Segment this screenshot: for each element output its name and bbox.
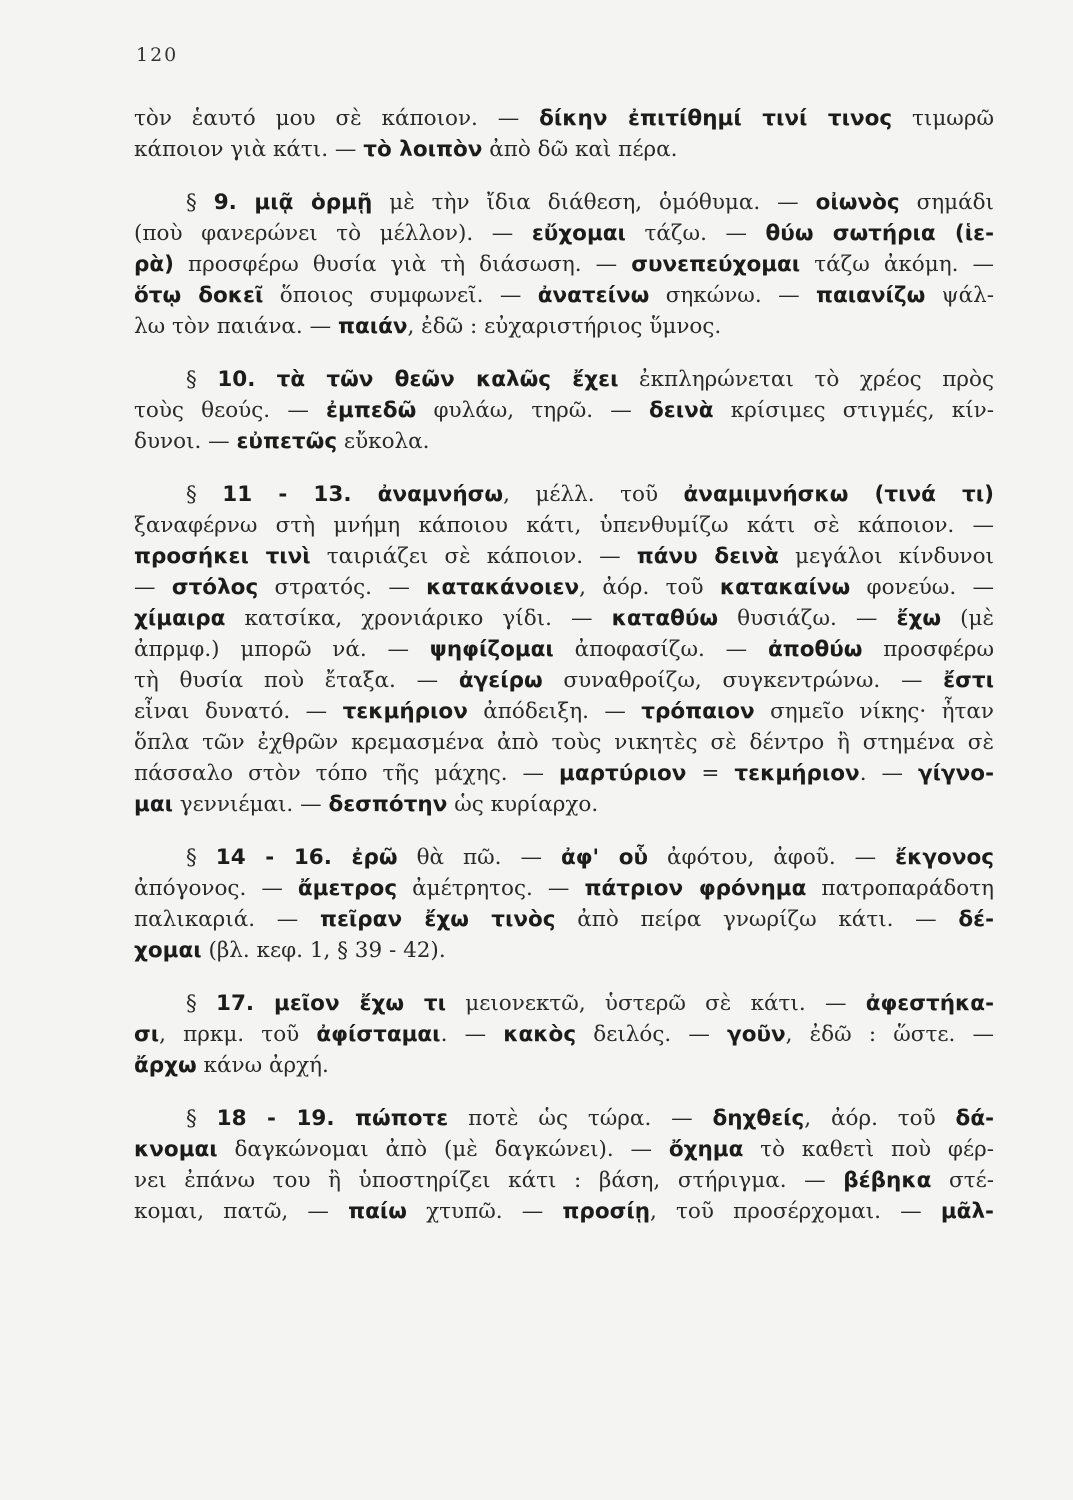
text-line: ἀπρμφ.) μπορῶ νά. — ψηφίζομαι ἀποφασίζω. — ἀποθύω προσφέρω: [134, 637, 994, 662]
text-line: πάσσαλο στὸν τόπο τῆς μάχης. — μαρτύριον = τεκμήριον. — γίγνο-: [134, 761, 994, 786]
text-line: τοὺς θεούς. — ἐμπεδῶ φυλάω, τηρῶ. — δεινὰ κρίσιμες στιγμές, κίν-: [134, 398, 994, 423]
glossary-term: ἀποθύω: [767, 637, 863, 662]
text-line: χίμαιρα κατσίκα, χρονιάρικο γίδι. — καταθύω θυσιάζω. — ἔχω (μὲ: [134, 606, 994, 631]
text-line: τὴ θυσία ποὺ ἔταξα. — ἀγείρω συναθροίζω, συγκεντρώνω. — ἔστι: [134, 668, 994, 693]
glossary-term: στόλος: [171, 575, 259, 600]
paragraph: [134, 988, 994, 1081]
glossary-term: κατακαίνω: [719, 575, 851, 600]
text-line: δυνοι. — εὐπετῶς εὔκολα.: [134, 429, 430, 454]
glossary-term: μαι: [134, 792, 173, 817]
glossary-term: 14 - 16. ἐρῶ: [215, 845, 398, 870]
text-line: παλικαριά. — πεῖραν ἔχω τινὸς ἀπὸ πείρα γνωρίζω κάτι. — δέ-: [134, 907, 994, 932]
glossary-term: ψηφίζομαι: [429, 637, 554, 662]
glossary-term: δηχθείς: [712, 1106, 805, 1131]
glossary-term: παιάν: [337, 314, 408, 339]
glossary-term: εὔχομαι: [531, 221, 626, 246]
text-line: § 17. μεῖον ἔχω τι μειονεκτῶ, ὑστερῶ σὲ κάτι. — ἀφεστήκα-: [186, 991, 994, 1016]
glossary-term: 18 - 19. πώποτε: [216, 1106, 449, 1131]
paragraph: [134, 1103, 994, 1227]
glossary-term: πάτριον φρόνημα: [584, 876, 807, 901]
glossary-term: οἰωνὸς: [815, 190, 900, 215]
text-line: ξαναφέρνω στὴ μνήμη κάποιου κάτι, ὑπενθυμίζω κάτι σὲ κάποιον. —: [134, 513, 994, 538]
text-line: κομαι, πατῶ, — παίω χτυπῶ. — προσίῃ, τοῦ προσέρχομαι. — μᾶλ-: [134, 1199, 994, 1224]
glossary-term: ἔχω: [896, 606, 942, 631]
glossary-term: ἔστι: [943, 668, 994, 693]
text-line: ἄρχω κάνω ἀρχή.: [134, 1053, 329, 1078]
glossary-term: 11 - 13. ἀναμνήσω: [222, 482, 504, 507]
glossary-term: ἄμετρος: [297, 876, 398, 901]
text-line: (ποὺ φανερώνει τὸ μέλλον). — εὔχομαι τάζω. — θύω σωτήρια (ἱε-: [134, 221, 995, 246]
glossary-term: μαρτύριον: [559, 761, 687, 786]
text-line: § 9. μιᾷ ὁρμῇ μὲ τὴν ἴδια διάθεση, ὁμόθυμα. — οἰωνὸς σημάδι: [186, 190, 994, 215]
glossary-term: δίκην ἐπιτίθημί τινί τινος: [539, 106, 893, 131]
glossary-term: τὸ λοιπὸν: [363, 137, 483, 162]
glossary-term: μᾶλ-: [940, 1199, 994, 1224]
glossary-term: δεσπότην: [328, 792, 448, 817]
glossary-term: πεῖραν ἔχω τινὸς: [319, 907, 556, 932]
text-line: ὅτῳ δοκεῖ ὅποιος συμφωνεῖ. — ἀνατείνω σηκώνω. — παιανίζω ψάλ-: [134, 283, 994, 308]
paragraph: [134, 364, 994, 457]
glossary-term: συνεπεύχομαι: [631, 252, 801, 277]
text-line: § 10. τὰ τῶν θεῶν καλῶς ἔχει ἐκπληρώνεται τὸ χρέος πρὸς: [186, 367, 995, 392]
text-line: προσήκει τινὶ ταιριάζει σὲ κάποιον. — πάνυ δεινὰ μεγάλοι κίνδυνοι: [134, 544, 994, 569]
glossary-term: κατακάνοιεν: [426, 575, 580, 600]
glossary-term: ὄχημα: [668, 1137, 744, 1162]
text-line: λω τὸν παιάνα. — παιάν, ἐδῶ : εὐχαριστήριος ὕμνος.: [134, 314, 722, 339]
text-line: σι, πρκμ. τοῦ ἀφίσταμαι. — κακὸς δειλός. — γοῦν, ἐδῶ : ὥστε. —: [134, 1022, 994, 1047]
glossary-term: εὐπετῶς: [236, 429, 338, 454]
glossary-term: δά-: [955, 1106, 995, 1131]
glossary-term: ἀναμιμνήσκω (τινά τι): [683, 482, 994, 507]
glossary-term: ὅτῳ δοκεῖ: [134, 283, 264, 308]
text-line: μαι γεννιέμαι. — δεσπότην ὡς κυρίαρχο.: [134, 792, 599, 817]
text-line: νει ἐπάνω του ἢ ὑποστηρίζει κάτι : βάση, στήριγμα. — βέβηκα στέ-: [134, 1168, 994, 1193]
glossary-term: προσήκει τινὶ: [134, 544, 311, 569]
commentary-text: [134, 103, 994, 1249]
glossary-term: 9. μιᾷ ὁρμῇ: [213, 190, 373, 215]
text-line: κάποιον γιὰ κάτι. — τὸ λοιπὸν ἀπὸ δῶ καὶ πέρα.: [134, 137, 678, 162]
glossary-term: ρὰ): [134, 252, 174, 277]
glossary-term: παίω: [348, 1199, 407, 1224]
glossary-term: κνομαι: [134, 1137, 218, 1162]
text-line: χομαι (βλ. κεφ. 1, § 39 - 42).: [134, 938, 446, 963]
text-line: § 11 - 13. ἀναμνήσω, μέλλ. τοῦ ἀναμιμνήσκω (τινά τι): [186, 482, 994, 507]
glossary-term: καταθύω: [611, 606, 719, 631]
glossary-term: 17. μεῖον ἔχω τι: [216, 991, 447, 1016]
glossary-term: ἀφ' οὗ: [560, 845, 649, 870]
glossary-term: γίγνο-: [917, 761, 994, 786]
glossary-term: χίμαιρα: [134, 606, 226, 631]
text-line: τὸν ἑαυτό μου σὲ κάποιον. — δίκην ἐπιτίθημί τινί τινος τιμωρῶ: [134, 106, 995, 131]
glossary-term: ἀνατείνω: [537, 283, 650, 308]
glossary-term: δέ-: [958, 907, 994, 932]
text-line: εἶναι δυνατό. — τεκμήριον ἀπόδειξη. — τρόπαιον σημεῖο νίκης· ἦταν: [134, 699, 994, 724]
glossary-term: τεκμήριον: [734, 761, 860, 786]
glossary-term: κακὸς: [503, 1022, 577, 1047]
text-line: ρὰ) προσφέρω θυσία γιὰ τὴ διάσωση. — συνεπεύχομαι τάζω ἀκόμη. —: [134, 252, 994, 277]
glossary-term: τεκμήριον: [342, 699, 468, 724]
glossary-term: θύω σωτήρια (ἱε-: [765, 221, 995, 246]
glossary-term: ἔκγονος: [895, 845, 994, 870]
glossary-term: 10. τὰ τῶν θεῶν καλῶς ἔχει: [217, 367, 619, 392]
glossary-term: γοῦν: [727, 1022, 786, 1047]
glossary-term: δεινὰ: [649, 398, 714, 423]
glossary-term: βέβηκα: [843, 1168, 932, 1193]
glossary-term: ἐμπεδῶ: [326, 398, 417, 423]
text-line: § 14 - 16. ἐρῶ θὰ πῶ. — ἀφ' οὗ ἀφότου, ἀφοῦ. — ἔκγονος: [186, 845, 994, 870]
text-line: — στόλος στρατός. — κατακάνοιεν, ἀόρ. τοῦ κατακαίνω φονεύω. —: [134, 575, 994, 600]
page-number: 120: [136, 44, 179, 66]
glossary-term: παιανίζω: [815, 283, 926, 308]
glossary-term: ἀφεστήκα-: [865, 991, 994, 1016]
text-line: κνομαι δαγκώνομαι ἀπὸ (μὲ δαγκώνει). — ὄχημα τὸ καθετὶ ποὺ φέρ-: [134, 1137, 995, 1162]
glossary-term: πάνυ δεινὰ: [636, 544, 779, 569]
paragraph: [134, 103, 994, 165]
text-line: § 18 - 19. πώποτε ποτὲ ὡς τώρα. — δηχθείς, ἀόρ. τοῦ δά-: [186, 1106, 995, 1131]
glossary-term: χομαι: [134, 938, 202, 963]
paragraph: [134, 479, 994, 820]
glossary-term: τρόπαιον: [641, 699, 755, 724]
glossary-term: προσίῃ: [562, 1199, 651, 1224]
text-line: ὅπλα τῶν ἐχθρῶν κρεμασμένα ἀπὸ τοὺς νικητὲς σὲ δέντρο ἢ στημένα σὲ: [134, 730, 994, 755]
paragraph: [134, 842, 994, 966]
glossary-term: ἀφίσταμαι: [316, 1022, 441, 1047]
glossary-term: σι: [134, 1022, 160, 1047]
glossary-term: ἀγείρω: [458, 668, 543, 693]
glossary-term: ἄρχω: [134, 1053, 197, 1078]
text-line: ἀπόγονος. — ἄμετρος ἀμέτρητος. — πάτριον φρόνημα πατροπαράδοτη: [134, 876, 994, 901]
paragraph: [134, 187, 994, 342]
